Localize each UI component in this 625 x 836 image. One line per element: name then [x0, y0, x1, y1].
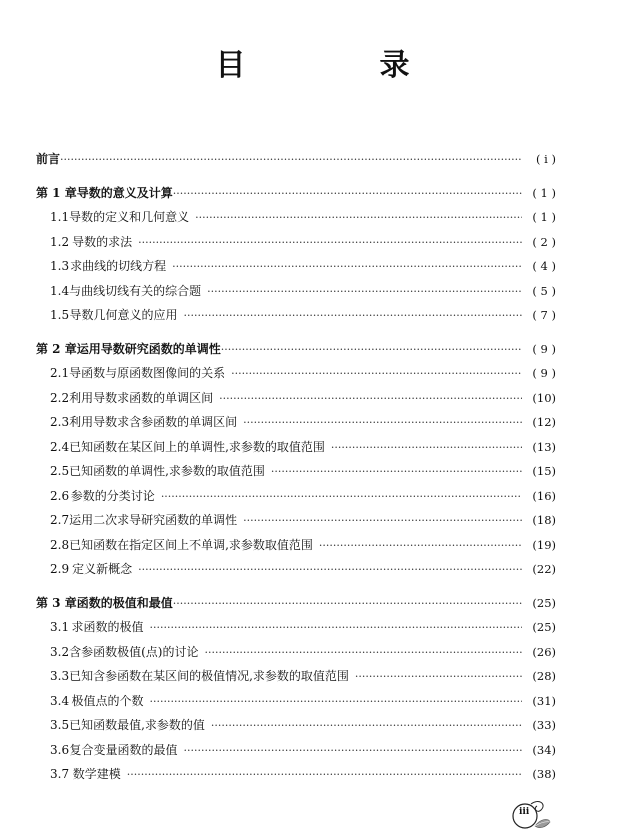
dot-leader — [204, 646, 522, 659]
toc-entry-page: (33) — [532, 718, 556, 732]
dot-leader — [211, 719, 522, 732]
toc-entry-page: ( 1 ) — [532, 185, 556, 200]
dot-leader — [231, 367, 522, 380]
toc-entry-title: 已知函数在某区间上的单调性,求参数的取值范围 — [69, 439, 325, 454]
dot-leader — [149, 621, 522, 634]
toc-entry-number: 2.7 — [50, 513, 70, 527]
toc-section-row[interactable] — [36, 643, 556, 668]
toc-entry-page: ( 5 ) — [532, 283, 556, 298]
toc-entry-title: 已知函数的单调性,求参数的取值范围 — [69, 464, 265, 478]
toc-entry-page: (34) — [532, 742, 556, 757]
toc-entry-number: 3.5 — [50, 718, 70, 732]
toc-entry-title: 已知函数最值,求参数的值 — [69, 718, 205, 732]
toc-entry-number: 3.4 — [50, 693, 70, 708]
toc-entry-number: 2.9 — [50, 562, 70, 576]
toc-entry-title: 利用导数求函数的单调区间 — [69, 390, 214, 405]
dot-leader — [149, 695, 522, 708]
toc-entry-page: ( 2 ) — [532, 234, 556, 249]
dot-leader — [221, 343, 522, 356]
toc-entry-page: ( 1 ) — [532, 210, 556, 224]
toc-chapter-row[interactable] — [36, 184, 556, 209]
dot-leader — [319, 539, 522, 552]
toc-section-row[interactable] — [36, 282, 556, 307]
toc-entry-page: (25) — [532, 595, 556, 610]
toc-entry-number: 第 1 章 — [36, 185, 77, 200]
toc-entry-title: 导数几何意义的应用 — [69, 308, 178, 322]
toc-entry-title: 已知含参函数在某区间的极值情况,求参数的取值范围 — [69, 669, 349, 683]
toc-entry-title: 数学建模 — [72, 767, 121, 781]
toc-section-row[interactable] — [36, 413, 556, 438]
toc-section-row[interactable] — [36, 560, 556, 585]
toc-entry-number: 2.4 — [50, 439, 70, 454]
toc-entry-title: 求函数的极值 — [71, 620, 144, 634]
toc-entry-number: 2.6 — [50, 488, 70, 503]
dot-leader — [271, 465, 522, 478]
toc-section-row[interactable] — [36, 462, 556, 487]
dot-leader — [173, 187, 522, 200]
dot-leader — [243, 514, 522, 527]
toc-entry-title: 定义新概念 — [72, 562, 133, 576]
dot-leader — [219, 392, 522, 405]
toc-entry-page: (28) — [532, 669, 556, 683]
page-number: ⅲ — [519, 807, 530, 817]
toc-section-row[interactable] — [36, 765, 556, 790]
toc-entry-number: 3.7 — [50, 767, 70, 781]
toc-entry-title: 求曲线的切线方程 — [70, 259, 167, 273]
toc-entry-page: (13) — [532, 439, 556, 454]
toc-entry-number: 第 2 章 — [36, 341, 77, 356]
toc-entry-title: 运用导数研究函数的单调性 — [76, 341, 221, 356]
toc-entry-title: 参数的分类讨论 — [70, 488, 155, 503]
dot-leader — [138, 236, 522, 249]
toc-entry-number: 2.8 — [50, 537, 70, 552]
toc-entry-title: 已知函数在指定区间上不单调,求参数取值范围 — [69, 537, 313, 552]
toc-entry-page: (38) — [532, 767, 556, 781]
toc-entry-number: 1.2 — [50, 234, 70, 249]
toc-entry-title: 极值点的个数 — [71, 693, 144, 708]
toc-section-row[interactable] — [36, 692, 556, 717]
toc-entry-number: 1.4 — [50, 283, 70, 298]
toc-entry-page: (31) — [532, 693, 556, 708]
toc-section-row[interactable] — [36, 233, 556, 258]
dot-leader — [60, 153, 522, 166]
dot-leader — [243, 416, 522, 429]
toc-entry-title: 导数的定义和几何意义 — [69, 210, 190, 224]
toc-entry-title: 利用导数求含参函数的单调区间 — [69, 415, 238, 429]
toc-entry-title: 导数的求法 — [72, 234, 133, 249]
toc-entry-title: 导数的意义及计算 — [76, 185, 173, 200]
dot-leader — [161, 490, 522, 503]
table-of-contents — [36, 150, 556, 790]
toc-section-row[interactable] — [36, 389, 556, 414]
toc-section-row[interactable] — [36, 438, 556, 463]
dot-leader — [127, 768, 522, 781]
toc-entry-number: 3.1 — [50, 620, 70, 634]
toc-entry-page: (10) — [532, 390, 556, 405]
toc-chapter-row[interactable] — [36, 594, 556, 619]
toc-section-row[interactable] — [36, 536, 556, 561]
toc-entry-page: (25) — [532, 620, 556, 634]
toc-section-row[interactable] — [36, 667, 556, 692]
toc-section-row[interactable] — [36, 716, 556, 741]
toc-entry-number: 1.3 — [50, 259, 70, 273]
toc-entry-title: 导函数与原函数图像间的关系 — [69, 366, 226, 380]
toc-section-row[interactable] — [36, 306, 556, 331]
toc-entry-page: (22) — [532, 562, 556, 576]
toc-entry-page: (16) — [532, 488, 556, 503]
toc-entry-number: 1.1 — [50, 210, 70, 224]
toc-entry-page: (26) — [532, 644, 556, 659]
toc-entry-number: 2.3 — [50, 415, 70, 429]
dot-leader — [184, 744, 523, 757]
toc-entry-title: 函数的极值和最值 — [76, 595, 173, 610]
toc-entry-page: ( 9 ) — [532, 366, 556, 380]
toc-section-row[interactable] — [36, 511, 556, 536]
toc-chapter-row[interactable] — [36, 150, 556, 175]
toc-entry-title: 与曲线切线有关的综合题 — [69, 283, 202, 298]
toc-entry-number: 3.6 — [50, 742, 70, 757]
dot-leader — [173, 597, 522, 610]
page-number-emblem — [507, 796, 551, 832]
dot-leader — [184, 309, 523, 322]
toc-entry-number: 1.5 — [50, 308, 70, 322]
toc-entry-title: 运用二次求导研究函数的单调性 — [69, 513, 238, 527]
toc-entry-page: (18) — [532, 513, 556, 527]
toc-entry-number: 3.2 — [50, 644, 70, 659]
toc-entry-page: ( 7 ) — [532, 308, 556, 322]
toc-entry-page: (12) — [532, 415, 556, 429]
toc-entry-number: 第 3 章 — [36, 595, 77, 610]
dot-leader — [207, 285, 522, 298]
toc-entry-number: 2.1 — [50, 366, 70, 380]
toc-section-row[interactable] — [36, 208, 556, 233]
toc-entry-page: (19) — [532, 537, 556, 552]
dot-leader — [355, 670, 522, 683]
toc-chapter-row[interactable] — [36, 340, 556, 365]
toc-section-row[interactable] — [36, 364, 556, 389]
toc-entry-page: ( 4 ) — [532, 259, 556, 273]
dot-leader — [195, 211, 522, 224]
toc-entry-number: 2.5 — [50, 464, 70, 478]
toc-entry-page: ( ⅰ ) — [536, 152, 556, 166]
toc-entry-page: (15) — [532, 464, 556, 478]
toc-entry-number: 3.3 — [50, 669, 70, 683]
toc-entry-title: 复合变量函数的最值 — [69, 742, 178, 757]
toc-section-row[interactable] — [36, 618, 556, 643]
toc-entry-title: 前言 — [36, 152, 61, 166]
toc-section-row[interactable] — [36, 741, 556, 766]
page-title: 目 录 — [215, 48, 462, 83]
dot-leader — [331, 441, 522, 454]
toc-entry-page: ( 9 ) — [532, 341, 556, 356]
dot-leader — [138, 563, 522, 576]
toc-section-row[interactable] — [36, 257, 556, 282]
toc-entry-title: 含参函数极值(点)的讨论 — [69, 644, 199, 659]
dot-leader — [172, 260, 522, 273]
toc-section-row[interactable] — [36, 487, 556, 512]
toc-entry-number: 2.2 — [50, 390, 70, 405]
